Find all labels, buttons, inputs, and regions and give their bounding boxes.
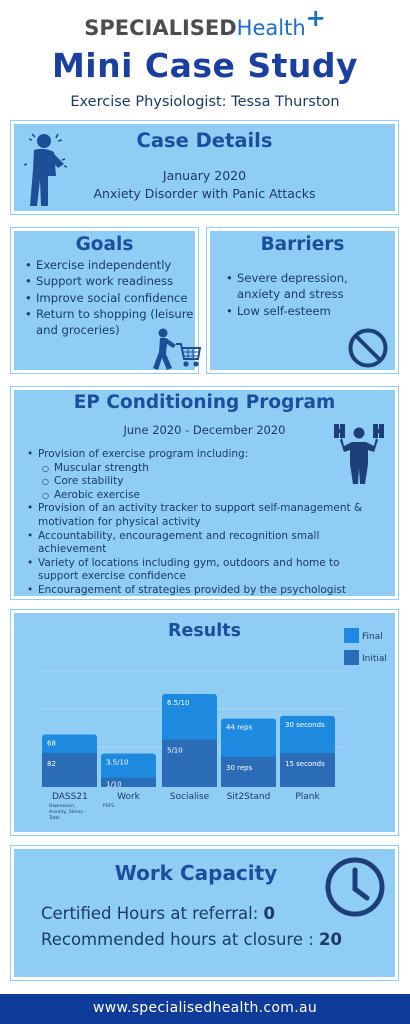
barriers-title: Barriers bbox=[260, 234, 345, 255]
sub-list bbox=[38, 462, 374, 503]
page-title: Mini Case Study bbox=[51, 46, 359, 85]
case-date: January 2020 bbox=[162, 168, 247, 183]
plus-icon: + bbox=[305, 4, 326, 32]
data-label-initial: 5/10 bbox=[167, 746, 183, 755]
bar-initial bbox=[221, 757, 276, 787]
list-item: • Provision of an activity tracker to support self-management & motivation for physical activity bbox=[38, 502, 374, 529]
program-title: EP Conditioning Program bbox=[73, 392, 336, 413]
program-intro: Provision of exercise program including: bbox=[38, 448, 249, 460]
program-dates: June 2020 - December 2020 bbox=[123, 423, 286, 437]
footer-bar bbox=[0, 994, 410, 1024]
list-item: • Support work readiness bbox=[36, 273, 194, 289]
data-label-final: 68 bbox=[47, 739, 56, 748]
list-item: • Return to shopping (leisure and groceries) bbox=[36, 306, 194, 339]
goals-panel bbox=[11, 228, 198, 373]
barriers-list bbox=[223, 270, 391, 319]
case-condition: Anxiety Disorder with Panic Attacks bbox=[93, 186, 316, 201]
category-label: Work bbox=[117, 792, 140, 802]
program-list bbox=[24, 448, 374, 598]
list-item: • Accountability, encouragement and recognition small achievement bbox=[38, 530, 374, 557]
category-label: DASS21 bbox=[52, 792, 88, 802]
anxious-person-icon bbox=[24, 130, 74, 210]
case-details-title: Case Details bbox=[136, 129, 273, 152]
data-label-final: 30 seconds bbox=[285, 720, 325, 729]
list-item: ○ Muscular strength bbox=[54, 462, 374, 476]
recommended-hours-value: 20 bbox=[319, 930, 342, 949]
prohibited-icon bbox=[347, 327, 389, 369]
list-item: ○ Aerobic exercise bbox=[54, 489, 374, 503]
list-item bbox=[38, 448, 374, 502]
list-item: • Variety of locations including gym, outdoors and home to support exercise confidence bbox=[38, 557, 374, 584]
person-pushing-cart-icon bbox=[152, 328, 202, 372]
results-panel bbox=[11, 610, 398, 835]
legend-label-final: Final bbox=[362, 632, 383, 642]
case-details-panel bbox=[11, 121, 398, 214]
data-label-initial: 1/10 bbox=[106, 780, 122, 789]
list-item: • Severe depression, anxiety and stress bbox=[237, 270, 391, 303]
person-lifting-dumbbells-icon bbox=[332, 422, 386, 486]
list-item: • Encouragement of strategies provided by the psychologist bbox=[38, 584, 374, 598]
category-note: PSFS bbox=[103, 804, 114, 809]
bar-initial bbox=[280, 753, 335, 787]
list-item: • Improve social confidence bbox=[36, 290, 194, 306]
results-chart bbox=[14, 613, 395, 832]
recommended-hours bbox=[41, 930, 342, 949]
goals-title: Goals bbox=[75, 234, 134, 255]
bar-initial bbox=[42, 753, 97, 787]
barriers-panel bbox=[207, 228, 398, 373]
certified-hours bbox=[41, 904, 275, 923]
data-label-initial: 15 seconds bbox=[285, 760, 325, 769]
legend-label-initial: Initial bbox=[362, 654, 387, 664]
clock-icon bbox=[323, 855, 387, 919]
category-label: Sit2Stand bbox=[226, 792, 271, 802]
work-capacity-title: Work Capacity bbox=[114, 861, 278, 885]
goals-list bbox=[22, 257, 194, 338]
certified-hours-label: Certified Hours at referral: bbox=[41, 904, 264, 923]
footer-url[interactable]: www.specialisedhealth.com.au bbox=[92, 1000, 318, 1016]
legend-swatch-final bbox=[344, 628, 359, 643]
category-label: Plank bbox=[295, 792, 320, 802]
list-item: • Low self-esteem bbox=[237, 303, 391, 319]
data-label-final: 6.5/10 bbox=[167, 699, 190, 707]
brand-name-part1: SPECIALISED bbox=[84, 16, 237, 40]
data-label-initial: 30 reps bbox=[226, 763, 253, 772]
data-label-final: 44 reps bbox=[226, 723, 253, 732]
certified-hours-value: 0 bbox=[263, 904, 275, 923]
program-panel bbox=[11, 387, 398, 599]
category-note: Depression, Anxiety, Stress -Total bbox=[49, 804, 86, 821]
list-item: • Exercise independently bbox=[36, 257, 194, 273]
brand-name-part2: Health bbox=[236, 16, 306, 40]
recommended-hours-label: Recommended hours at closure : bbox=[41, 930, 320, 949]
data-label-initial: 82 bbox=[47, 760, 56, 769]
results-title: Results bbox=[168, 621, 241, 641]
category-label: Socialise bbox=[169, 792, 210, 802]
legend-swatch-initial bbox=[344, 650, 359, 665]
brand-logo bbox=[0, 4, 410, 41]
work-capacity-panel bbox=[11, 846, 398, 980]
page-subtitle: Exercise Physiologist: Tessa Thurston bbox=[70, 94, 340, 110]
list-item: ○ Core stability bbox=[54, 475, 374, 489]
data-label-final: 3.5/10 bbox=[106, 758, 129, 767]
